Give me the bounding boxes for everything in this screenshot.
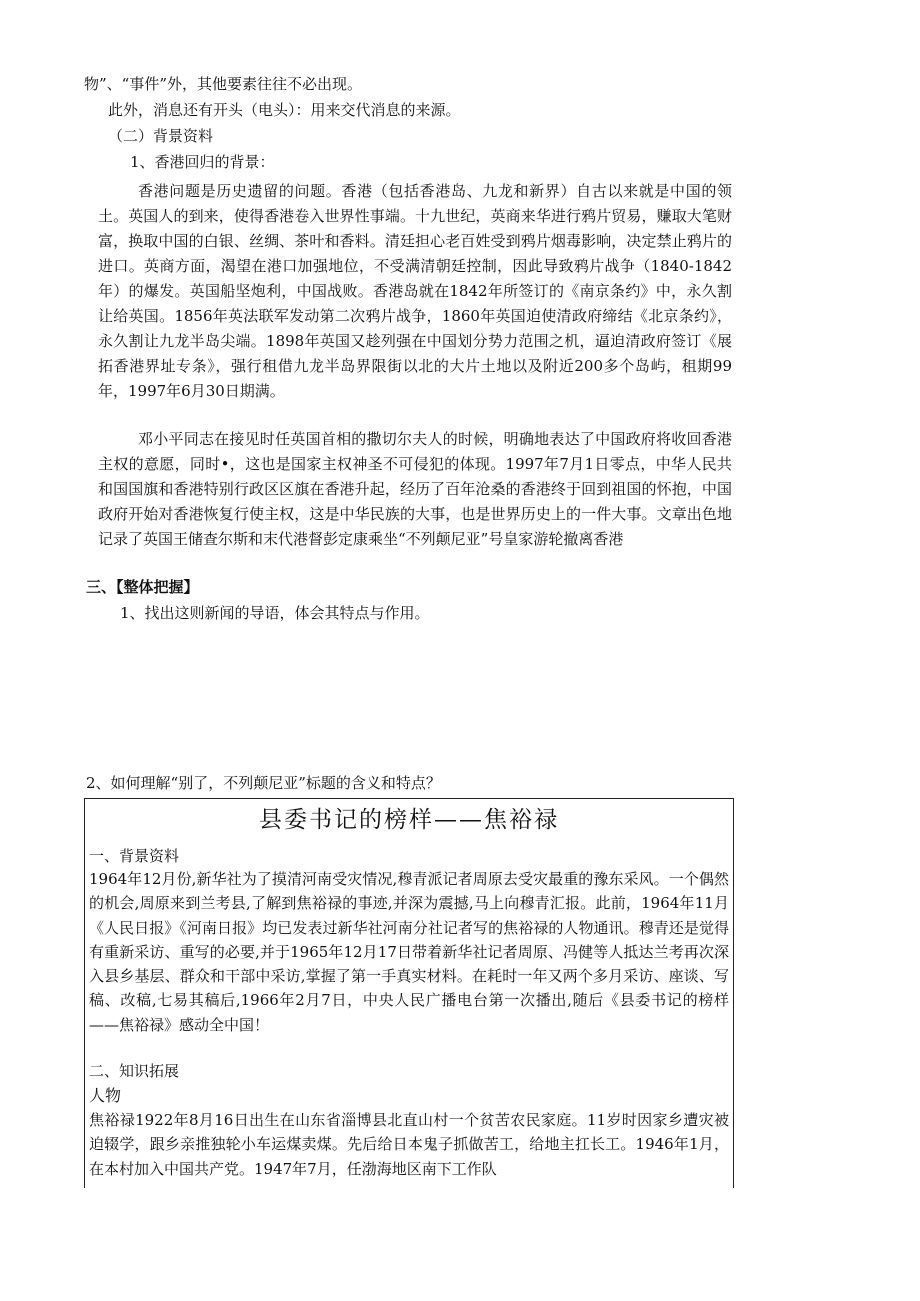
jiao-person-paragraph: 焦裕禄1922年8月16日出生在山东省淄博县北直山村一个贫苦农民家庭。11岁时因家乡遭灾被迫辍学，跟乡亲推独轮小车运煤卖煤。先后给日本鬼子抓做苦工，给地主扛长工。1946年1月，在本村加入中国共产党。1947年7月，任渤海地区南下工作队	[89, 1111, 729, 1178]
jiao-person-heading: 人物	[89, 1086, 122, 1105]
question-1: 1、找出这则新闻的导语，体会其特点与作用。	[120, 604, 430, 622]
section-background-heading: （二）背景资料	[108, 127, 214, 145]
jiao-bg-paragraph: 1964年12月份,新华社为了摸清河南受灾情况,穆青派记者周原去受灾最重的豫东采风。一个偶然的机会,周原来到兰考县,了解到焦裕禄的事迹,并深为震撼,马上向穆青汇报。此前，1964年11月《人民日报》《河南日报》均已发表过新华社河南分社记者写的焦裕禄的人物通讯。穆青还是觉得有重新采访、重写的必要,并于1965年12月17日带着新华社记者周原、冯健等人抵达兰考再次深入县乡基层、群众和干部中采访,掌握了第一手真实材料。在耗时一年又两个多月采访、座谈、写稿、改稿,七易其稿后,1966年2月7日，中央人民广播电台第一次播出,随后《县委书记的榜样——焦裕禄》感动全中国！	[89, 870, 729, 1034]
jiao-bg-heading: 一、背景资料	[89, 847, 180, 865]
hk-background-title: 1、香港回归的背景：	[130, 153, 275, 171]
jiao-ext-heading: 二、知识拓展	[89, 1062, 180, 1080]
jiao-yulu-box	[84, 798, 734, 1188]
section-3-heading: 三、【整体把握】	[86, 578, 199, 596]
question-2: 2、如何理解“别了，不列颠尼亚”标题的含义和特点？	[86, 774, 441, 792]
hk-background-paragraph-2: 邓小平同志在接见时任英国首相的撒切尔夫人的时候，明确地表达了中国政府将收回香港主权的意愿，同时•，这也是国家主权神圣不可侵犯的体现。1997年7月1日零点，中华人民共和国国旗和香港特别行政区区旗在香港升起，经历了百年沧桑的香港终于回到祖国的怀抱，中国政府开始对香港恢复行使主权，这是中华民族的大事，也是世界历史上的一件大事。文章出色地记录了英国王储查尔斯和末代港督彭定康乘坐“不列颠尼亚”号皇家游轮撤离香港	[98, 430, 732, 548]
hk-background-paragraph-1: 香港问题是历史遗留的问题。香港（包括香港岛、九龙和新界）自古以来就是中国的领土。英国人的到来，使得香港卷入世界性事端。十九世纪，英商来华进行鸦片贸易，赚取大笔财富，换取中国的白银、丝绸、茶叶和香料。清廷担心老百姓受到鸦片烟毒影响，决定禁止鸦片的进口。英商方面，渴望在港口加强地位，不受满清朝廷控制，因此导致鸦片战争（1840-1842年）的爆发。英国船坚炮利，中国战败。香港岛就在1842年所签订的《南京条约》中，永久割让给英国。1856年英法联军发动第二次鸦片战争，1860年英国迫使清政府缔结《北京条约》，永久割让九龙半岛尖端。1898年英国又趁列强在中国划分势力范围之机，逼迫清政府签订《展拓香港界址专条》，强行租借九龙半岛界限街以北的大片土地以及附近200多个岛屿，租期99年，1997年6月30日期满。	[98, 182, 732, 400]
intro-line-2: 此外，消息还有开头（电头）：用来交代消息的来源。	[108, 101, 461, 119]
intro-line-1: 物”、“事件”外，其他要素往往不必出现。	[84, 75, 363, 93]
jiao-box-title: 县委书记的榜样——焦裕禄	[259, 807, 559, 833]
